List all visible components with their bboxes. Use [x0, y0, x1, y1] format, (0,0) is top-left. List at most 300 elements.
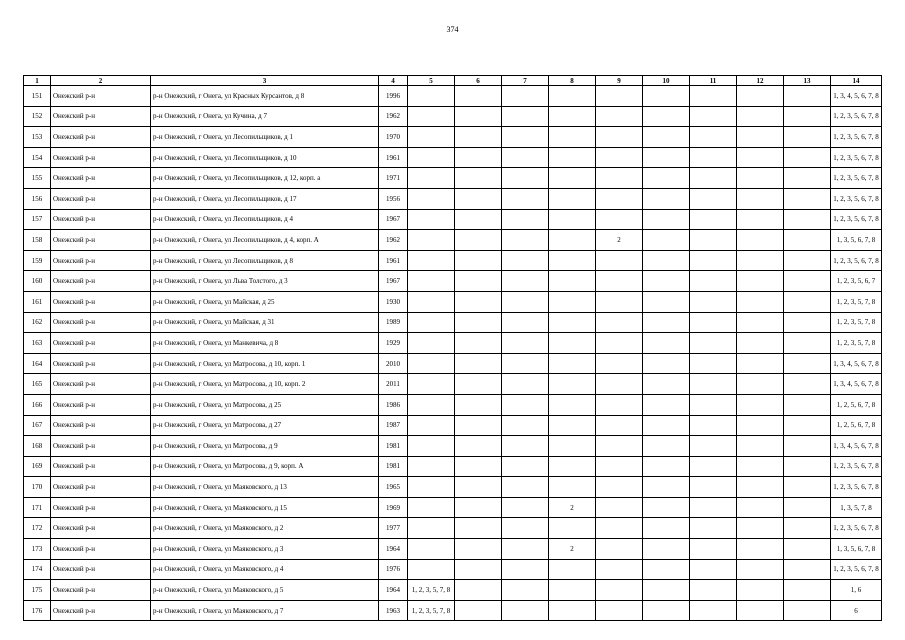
table-row [24, 477, 882, 498]
table-cell: 1, 3, 4, 5, 6, 7, 8 [831, 436, 882, 457]
table-cell [737, 106, 784, 127]
table-cell [502, 250, 549, 271]
table-cell [784, 559, 831, 580]
table-cell [502, 291, 549, 312]
table-cell [784, 230, 831, 251]
table-cell: р-н Онежский, г Онега, ул Майская, д 31 [151, 312, 379, 333]
table-cell: 1, 2, 3, 5, 6, 7, 8 [831, 518, 882, 539]
table-cell: р-н Онежский, г Онега, ул Маяковского, д 7 [151, 600, 379, 621]
table-cell [549, 230, 596, 251]
table-cell [690, 394, 737, 415]
table-cell: 175 [24, 580, 51, 601]
table-cell [643, 209, 690, 230]
table-cell [784, 600, 831, 621]
table-cell: 174 [24, 559, 51, 580]
table-cell [549, 291, 596, 312]
table-cell [737, 374, 784, 395]
table-cell [408, 168, 455, 189]
table-cell [408, 353, 455, 374]
table-cell: 2010 [379, 353, 408, 374]
table-cell [596, 518, 643, 539]
table-cell [455, 291, 502, 312]
table-cell [737, 497, 784, 518]
table-cell [643, 518, 690, 539]
table-cell [737, 127, 784, 148]
table-cell: 151 [24, 86, 51, 107]
table-cell: 1, 2, 3, 5, 6, 7, 8 [831, 250, 882, 271]
table-cell: р-н Онежский, г Онега, ул Маяковского, д 3 [151, 539, 379, 560]
table-cell [549, 456, 596, 477]
registry-table [23, 75, 882, 621]
table-cell [549, 415, 596, 436]
table-cell [690, 333, 737, 354]
table-body [24, 86, 882, 621]
table-cell [502, 333, 549, 354]
table-cell: Онежский р-н [51, 518, 151, 539]
table-cell [549, 271, 596, 292]
table-row [24, 312, 882, 333]
table-cell: 1962 [379, 106, 408, 127]
table-cell [784, 374, 831, 395]
table-cell [408, 415, 455, 436]
column-header: 12 [737, 76, 784, 86]
column-header: 6 [455, 76, 502, 86]
table-cell [784, 291, 831, 312]
table-cell: р-н Онежский, г Онега, ул Лесопильщиков, д 10 [151, 147, 379, 168]
table-cell [690, 188, 737, 209]
table-cell: 1, 2, 5, 6, 7, 8 [831, 415, 882, 436]
table-cell [596, 436, 643, 457]
table-cell: 1976 [379, 559, 408, 580]
table-cell: 1981 [379, 456, 408, 477]
table-cell [596, 312, 643, 333]
table-cell: Онежский р-н [51, 230, 151, 251]
table-cell [596, 106, 643, 127]
table-cell [690, 456, 737, 477]
table-row [24, 436, 882, 457]
table-cell [549, 394, 596, 415]
table-row [24, 559, 882, 580]
table-cell [549, 127, 596, 148]
table-cell [596, 456, 643, 477]
table-cell [502, 600, 549, 621]
table-cell [502, 147, 549, 168]
table-cell [549, 374, 596, 395]
column-header: 13 [784, 76, 831, 86]
table-cell [690, 106, 737, 127]
table-cell: 1965 [379, 477, 408, 498]
table-cell: 163 [24, 333, 51, 354]
table-cell [408, 559, 455, 580]
column-header: 2 [51, 76, 151, 86]
table-cell [455, 209, 502, 230]
table-cell: 1, 6 [831, 580, 882, 601]
table-cell: 167 [24, 415, 51, 436]
table-row [24, 497, 882, 518]
table-cell [737, 209, 784, 230]
table-cell [596, 415, 643, 436]
table-cell [502, 106, 549, 127]
table-cell [549, 209, 596, 230]
table-cell: 168 [24, 436, 51, 457]
table-cell [455, 271, 502, 292]
table-cell [690, 518, 737, 539]
table-cell: 1, 3, 4, 5, 6, 7, 8 [831, 86, 882, 107]
table-cell [737, 250, 784, 271]
table-cell [690, 600, 737, 621]
table-cell [408, 250, 455, 271]
table-cell [737, 394, 784, 415]
table-cell [502, 497, 549, 518]
table-cell: 1, 2, 3, 5, 7, 8 [408, 580, 455, 601]
table-cell [784, 394, 831, 415]
table-cell [455, 333, 502, 354]
table-cell [643, 250, 690, 271]
table-cell [784, 333, 831, 354]
table-cell: 1967 [379, 271, 408, 292]
table-row [24, 600, 882, 621]
table-cell [737, 539, 784, 560]
table-cell [408, 518, 455, 539]
column-header: 5 [408, 76, 455, 86]
header-row [24, 76, 882, 86]
table-cell [784, 477, 831, 498]
table-cell: 1, 2, 3, 5, 6, 7, 8 [831, 209, 882, 230]
table-cell: р-н Онежский, г Онега, ул Лесопильщиков, д 17 [151, 188, 379, 209]
table-cell [549, 580, 596, 601]
table-cell [408, 209, 455, 230]
table-cell [408, 147, 455, 168]
table-row [24, 106, 882, 127]
table-row [24, 147, 882, 168]
table-cell [408, 86, 455, 107]
table-cell [737, 559, 784, 580]
table-cell [784, 518, 831, 539]
table-cell [737, 168, 784, 189]
table-cell: 1961 [379, 147, 408, 168]
table-cell [502, 559, 549, 580]
column-header: 8 [549, 76, 596, 86]
table-cell: р-н Онежский, г Онега, ул Лесопильщиков, д 8 [151, 250, 379, 271]
table-cell: 6 [831, 600, 882, 621]
table-cell [408, 271, 455, 292]
table-cell [502, 127, 549, 148]
table-cell [643, 333, 690, 354]
table-cell: 164 [24, 353, 51, 374]
table-cell: 170 [24, 477, 51, 498]
table-cell [596, 580, 643, 601]
table-cell [455, 250, 502, 271]
table-cell: 154 [24, 147, 51, 168]
table-cell [408, 333, 455, 354]
table-cell [502, 539, 549, 560]
table-cell: Онежский р-н [51, 291, 151, 312]
table-cell [455, 230, 502, 251]
column-header: 9 [596, 76, 643, 86]
table-cell [502, 456, 549, 477]
table-cell: Онежский р-н [51, 147, 151, 168]
table-cell: Онежский р-н [51, 271, 151, 292]
table-cell: 173 [24, 539, 51, 560]
table-cell: 1962 [379, 230, 408, 251]
table-cell: 161 [24, 291, 51, 312]
table-cell: Онежский р-н [51, 168, 151, 189]
table-cell [596, 168, 643, 189]
table-cell: Онежский р-н [51, 436, 151, 457]
table-cell: 1977 [379, 518, 408, 539]
table-cell [502, 374, 549, 395]
table-cell: Онежский р-н [51, 477, 151, 498]
table-cell: Онежский р-н [51, 127, 151, 148]
table-cell [643, 415, 690, 436]
table-cell [502, 477, 549, 498]
table-row [24, 230, 882, 251]
column-header: 10 [643, 76, 690, 86]
table-cell [408, 106, 455, 127]
table-cell: 1986 [379, 394, 408, 415]
table-cell [455, 86, 502, 107]
table-cell: 1, 2, 3, 5, 6, 7, 8 [831, 127, 882, 148]
table-row [24, 456, 882, 477]
table-cell: 160 [24, 271, 51, 292]
table-cell [596, 477, 643, 498]
table-cell [455, 497, 502, 518]
table-cell [643, 271, 690, 292]
table-row [24, 127, 882, 148]
table-cell [455, 353, 502, 374]
table-cell [643, 147, 690, 168]
table-cell: 1981 [379, 436, 408, 457]
table-cell: р-н Онежский, г Онега, ул Маяковского, д 2 [151, 518, 379, 539]
table-cell [737, 518, 784, 539]
table-cell: Онежский р-н [51, 600, 151, 621]
table-cell: 153 [24, 127, 51, 148]
table-row [24, 518, 882, 539]
page-number: 374 [446, 25, 459, 34]
table-cell: 1996 [379, 86, 408, 107]
table-cell: 1, 2, 3, 5, 6, 7, 8 [831, 456, 882, 477]
column-header: 14 [831, 76, 882, 86]
table-cell [737, 312, 784, 333]
table-cell: 2 [596, 230, 643, 251]
table-cell: 1987 [379, 415, 408, 436]
table-cell: р-н Онежский, г Онега, ул Маяковского, д 13 [151, 477, 379, 498]
table-cell [690, 209, 737, 230]
table-cell [784, 188, 831, 209]
table-cell [690, 477, 737, 498]
table-cell: 1930 [379, 291, 408, 312]
table-cell [455, 539, 502, 560]
column-header: 1 [24, 76, 51, 86]
table-cell [502, 168, 549, 189]
table-cell [596, 127, 643, 148]
table-cell [690, 539, 737, 560]
table-cell [455, 600, 502, 621]
table-cell [549, 518, 596, 539]
table-cell [408, 374, 455, 395]
table-cell [737, 353, 784, 374]
table-cell [408, 127, 455, 148]
table-cell: Онежский р-н [51, 209, 151, 230]
table-row [24, 353, 882, 374]
table-cell: Онежский р-н [51, 250, 151, 271]
table-cell [784, 539, 831, 560]
table-cell [690, 127, 737, 148]
table-row [24, 539, 882, 560]
table-cell [737, 147, 784, 168]
column-header: 7 [502, 76, 549, 86]
table-cell: 171 [24, 497, 51, 518]
table-cell: 1956 [379, 188, 408, 209]
table-cell [596, 353, 643, 374]
table-cell [737, 230, 784, 251]
table-cell [784, 436, 831, 457]
table-cell: 1971 [379, 168, 408, 189]
table-cell [643, 436, 690, 457]
table-cell [455, 374, 502, 395]
table-cell [737, 188, 784, 209]
table-cell [643, 374, 690, 395]
table-cell: р-н Онежский, г Онега, ул Маяковского, д 15 [151, 497, 379, 518]
table-cell [596, 374, 643, 395]
table-cell: 162 [24, 312, 51, 333]
table-cell: 176 [24, 600, 51, 621]
table-cell [596, 209, 643, 230]
table-cell [690, 415, 737, 436]
table-cell [596, 271, 643, 292]
table-cell [784, 415, 831, 436]
table-cell [690, 86, 737, 107]
table-cell: 1, 3, 4, 5, 6, 7, 8 [831, 353, 882, 374]
table-cell [643, 600, 690, 621]
table-row [24, 291, 882, 312]
table-cell: 165 [24, 374, 51, 395]
table-cell: 1969 [379, 497, 408, 518]
table-row [24, 333, 882, 354]
table-cell [549, 312, 596, 333]
table-cell [596, 86, 643, 107]
table-cell: Онежский р-н [51, 580, 151, 601]
table-cell: Онежский р-н [51, 456, 151, 477]
table-row [24, 374, 882, 395]
table-cell [690, 271, 737, 292]
table-cell [502, 188, 549, 209]
table-cell [690, 374, 737, 395]
table-cell [549, 106, 596, 127]
table-cell [408, 394, 455, 415]
table-row [24, 580, 882, 601]
table-cell [455, 415, 502, 436]
table-cell [784, 147, 831, 168]
table-cell: 1, 2, 5, 6, 7, 8 [831, 394, 882, 415]
table-cell: 1, 2, 3, 5, 7, 8 [408, 600, 455, 621]
table-cell [596, 250, 643, 271]
table-cell [737, 333, 784, 354]
table-cell [643, 580, 690, 601]
table-cell: Онежский р-н [51, 106, 151, 127]
table-cell [549, 333, 596, 354]
table-cell [408, 312, 455, 333]
table-cell [643, 106, 690, 127]
table-cell [502, 436, 549, 457]
table-cell [690, 436, 737, 457]
table-cell: 1, 2, 3, 5, 6, 7, 8 [831, 147, 882, 168]
table-cell [690, 168, 737, 189]
table-cell: 1, 3, 5, 6, 7, 8 [831, 230, 882, 251]
table-cell [408, 230, 455, 251]
table-cell: 1, 2, 3, 5, 6, 7, 8 [831, 188, 882, 209]
table-cell: 1989 [379, 312, 408, 333]
table-cell [690, 580, 737, 601]
table-cell [643, 312, 690, 333]
table-cell [455, 127, 502, 148]
table-cell: 1929 [379, 333, 408, 354]
table-cell: Онежский р-н [51, 415, 151, 436]
table-cell [737, 600, 784, 621]
table-cell: 155 [24, 168, 51, 189]
table-cell [455, 394, 502, 415]
column-header: 3 [151, 76, 379, 86]
table-cell [690, 559, 737, 580]
table-cell [596, 559, 643, 580]
table-cell [737, 436, 784, 457]
table-cell [690, 147, 737, 168]
table-cell [643, 456, 690, 477]
table-cell: 2 [549, 539, 596, 560]
table-cell: р-н Онежский, г Онега, ул Матросова, д 9, корп. А [151, 456, 379, 477]
table-cell [643, 168, 690, 189]
table-cell [596, 333, 643, 354]
table-cell [737, 271, 784, 292]
table-cell [643, 291, 690, 312]
table-cell [784, 127, 831, 148]
table-cell [549, 600, 596, 621]
table-cell: р-н Онежский, г Онега, ул Матросова, д 10, корп. 2 [151, 374, 379, 395]
table-cell [549, 86, 596, 107]
table-cell [784, 86, 831, 107]
column-header: 11 [690, 76, 737, 86]
table-cell: Онежский р-н [51, 539, 151, 560]
table-cell: 1964 [379, 539, 408, 560]
table-cell: р-н Онежский, г Онега, ул Матросова, д 10, корп. 1 [151, 353, 379, 374]
table-cell [502, 580, 549, 601]
table-cell [690, 291, 737, 312]
table-cell [784, 497, 831, 518]
table-cell: 1963 [379, 600, 408, 621]
table-cell [549, 477, 596, 498]
table-cell: 157 [24, 209, 51, 230]
table-cell [690, 353, 737, 374]
table-cell: р-н Онежский, г Онега, ул Матросова, д 27 [151, 415, 379, 436]
table-cell: р-н Онежский, г Онега, ул Матросова, д 25 [151, 394, 379, 415]
table-cell [784, 353, 831, 374]
table-row [24, 394, 882, 415]
table-cell [784, 580, 831, 601]
table-cell [690, 497, 737, 518]
table-cell: 1, 3, 5, 7, 8 [831, 497, 882, 518]
table-cell [549, 559, 596, 580]
table-row [24, 168, 882, 189]
table-cell [784, 271, 831, 292]
table-cell: 1, 2, 3, 5, 6, 7, 8 [831, 477, 882, 498]
table-cell [549, 436, 596, 457]
table-cell: 172 [24, 518, 51, 539]
table-cell: р-н Онежский, г Онега, ул Лесопильщиков, д 12, корп. а [151, 168, 379, 189]
table-row [24, 86, 882, 107]
table-cell: р-н Онежский, г Онега, ул Кучина, д 7 [151, 106, 379, 127]
table-cell [455, 580, 502, 601]
table-cell [596, 539, 643, 560]
